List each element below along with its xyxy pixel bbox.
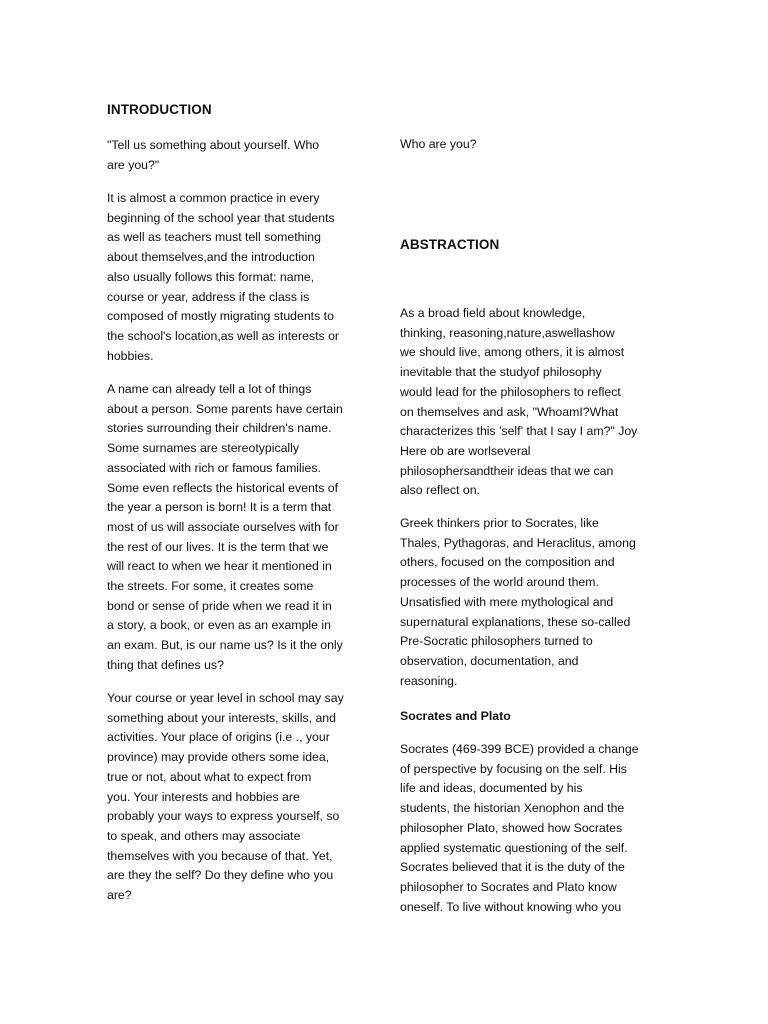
text-line: Greek thinkers prior to Socrates, like: [400, 516, 599, 530]
text-line: bond or sense of pride when we read it in: [107, 598, 332, 613]
socrates-plato-heading: Socrates and Plato: [400, 709, 511, 723]
text-line: also usually follows this format: name,: [107, 269, 315, 284]
socrates-paragraph: [400, 740, 662, 917]
text-line: Unsatisfied with mere mythological and: [400, 594, 614, 609]
text-line: Some surnames are stereotypically: [107, 441, 300, 456]
text-line: about themselves,and the introduction: [107, 250, 315, 265]
text-line: oneself. To live without knowing who you: [400, 899, 622, 914]
text-line: are they the self? Do they define who you: [107, 868, 334, 883]
who-are-you-text: [400, 135, 662, 155]
text-line: course or year, address if the class is: [107, 289, 310, 304]
text-line: of perspective by focusing on the self. His: [400, 761, 627, 776]
intro-paragraph-1: [107, 189, 369, 366]
intro-paragraph-2: [107, 380, 369, 676]
text-line: composed of mostly migrating students to: [107, 309, 334, 324]
text-line: A name can already tell a lot of things: [107, 382, 312, 396]
text-line: to speak, and others may associate: [107, 828, 301, 843]
text-line: Socrates believed that it is the duty of the: [400, 860, 625, 875]
introduction-heading: INTRODUCTION: [107, 102, 212, 117]
text-line: an exam. But, is our name us? Is it the only: [107, 638, 343, 653]
text-line: the streets. For some, it creates some: [107, 579, 314, 594]
text-line: associated with rich or famous families.: [107, 460, 321, 475]
text-line: are you?": [107, 157, 160, 172]
text-line: a story, a book, or even as an example in: [107, 618, 331, 633]
text-line: you. Your interests and hobbies are: [107, 789, 300, 804]
text-line: It is almost a common practice in every: [107, 191, 320, 205]
text-line: something about your interests, skills, and: [107, 710, 336, 725]
text-line: reasoning.: [400, 673, 458, 688]
text-line: processes of the world around them.: [400, 575, 599, 590]
text-line: the year a person is born! It is a term that: [107, 500, 332, 515]
text-line: activities. Your place of origins (i.e ., your: [107, 730, 330, 745]
abstraction-heading: ABSTRACTION: [400, 237, 500, 252]
text-line: most of us will associate ourselves with for: [107, 519, 339, 534]
text-line: characterizes this 'self' that I say I am?" Joy: [400, 424, 638, 439]
text-line: beginning of the school year that students: [107, 210, 335, 225]
text-line: will react to when we hear it mentioned in: [107, 559, 332, 574]
text-line: probably your ways to express yourself, so: [107, 809, 340, 824]
abstraction-paragraph-1: [400, 304, 662, 501]
text-line: "Tell us something about yourself. Who: [107, 138, 320, 152]
text-line: as well as teachers must tell something: [107, 230, 321, 245]
text-line: Thales, Pythagoras, and Heraclitus, among: [400, 535, 636, 550]
text-line: hobbies.: [107, 348, 154, 363]
text-line: true or not, about what to expect from: [107, 769, 312, 784]
text-line: life and ideas, documented by his: [400, 781, 583, 796]
text-line: observation, documentation, and: [400, 653, 579, 668]
text-line: thing that defines us?: [107, 657, 224, 672]
intro-paragraph-3: [107, 689, 369, 906]
text-line: applied systematic questioning of the self.: [400, 840, 628, 855]
text-line: supernatural explanations, these so-called: [400, 614, 631, 629]
text-line: stories surrounding their children's name.: [107, 421, 332, 436]
text-line: philosopher Plato, showed how Socrates: [400, 820, 623, 835]
text-line: philosopher to Socrates and Plato know: [400, 879, 617, 894]
text-line: we should live, among others, it is almost: [400, 345, 625, 360]
text-line: about a person. Some parents have certain: [107, 401, 343, 416]
text-line: students, the historian Xenophon and the: [400, 801, 625, 816]
text-line: are?: [107, 888, 132, 903]
text-line: Pre-Socratic philosophers turned to: [400, 634, 593, 649]
text-line: the school's location,as well as interests or: [107, 328, 340, 343]
text-line: As a broad field about knowledge,: [400, 306, 586, 320]
text-line: province) may provide others some idea,: [107, 750, 330, 765]
text-line: also reflect on.: [400, 483, 480, 498]
text-line: Here ob are worlseveral: [400, 443, 531, 458]
abstraction-paragraph-2: [400, 514, 662, 691]
text-line: inevitable that the studyof philosophy: [400, 365, 602, 380]
text-line: Your course or year level in school may say: [107, 691, 344, 705]
text-line: would lead for the philosophers to reflect: [400, 384, 621, 399]
text-line: on themselves and ask, "WhoamI?What: [400, 404, 619, 419]
text-line: Who are you?: [400, 137, 477, 151]
text-line: Socrates (469-399 BCE) provided a change: [400, 742, 639, 756]
text-line: others, focused on the composition and: [400, 555, 615, 570]
intro-quote: [107, 136, 369, 175]
text-line: philosophersandtheir ideas that we can: [400, 463, 614, 478]
text-line: thinking, reasoning,nature,aswellashow: [400, 325, 615, 340]
text-line: Some even reflects the historical events of: [107, 480, 339, 495]
text-line: themselves with you because of that. Yet,: [107, 848, 333, 863]
text-line: the rest of our lives. It is the term that we: [107, 539, 329, 554]
